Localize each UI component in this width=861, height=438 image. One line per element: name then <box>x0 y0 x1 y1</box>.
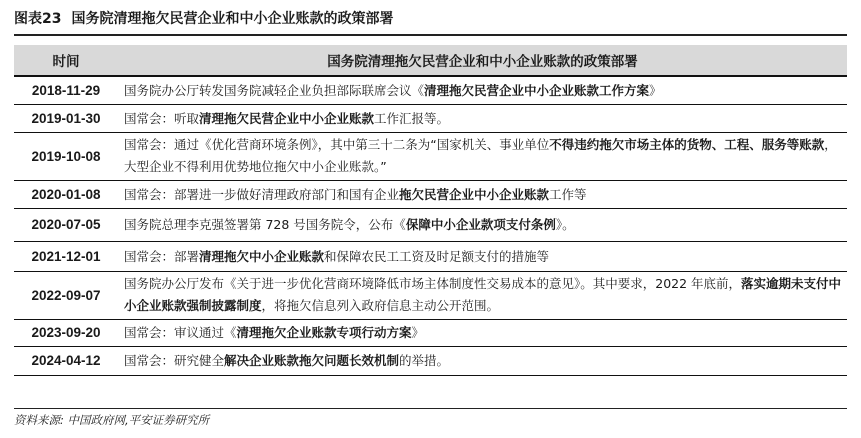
body-text: 》 <box>649 82 662 98</box>
row-date: 2022-09-07 <box>14 271 118 319</box>
row-content <box>118 319 847 346</box>
emphasis-text: 拖欠民营企业中小企业账款 <box>399 186 550 202</box>
row-date: 2020-01-08 <box>14 180 118 208</box>
body-text: 》 <box>411 325 425 340</box>
figure-number: 图表23 <box>14 11 62 27</box>
emphasis-text: 清理拖欠民营企业中小企业账款工作方案 <box>424 82 650 98</box>
policy-table <box>14 45 847 376</box>
emphasis-text: 清理拖欠企业账款专项行动方案 <box>236 325 412 340</box>
row-date: 2019-01-30 <box>14 104 118 132</box>
table-row <box>14 104 847 132</box>
table-header-row <box>14 45 847 76</box>
body-text: ，大型企业不得利用优势地位拖欠中小企业账款。” <box>124 137 837 174</box>
row-date: 2023-09-20 <box>14 319 118 346</box>
body-text: 国常会：审议通过《 <box>124 325 237 340</box>
emphasis-text: 清理拖欠民营企业中小企业账款 <box>199 110 375 126</box>
body-text: 和保障农民工工资及时足额支付的措施等 <box>324 248 550 264</box>
body-text: 国常会：研究健全 <box>124 353 225 368</box>
table-row <box>14 271 847 319</box>
row-content <box>118 180 847 208</box>
table-row <box>14 132 847 180</box>
table-row <box>14 319 847 346</box>
table-row <box>14 241 847 271</box>
row-content <box>118 104 847 132</box>
table-row <box>14 208 847 241</box>
row-content <box>118 346 847 375</box>
body-text: 》。 <box>555 217 575 232</box>
row-date: 2024-04-12 <box>14 346 118 375</box>
row-date: 2021-12-01 <box>14 241 118 271</box>
row-content <box>118 132 847 180</box>
row-date: 2020-07-05 <box>14 208 118 241</box>
emphasis-text: 落实逾期未支付中小企业账款强制披露制度 <box>124 276 842 313</box>
row-content <box>118 76 847 104</box>
body-text: 国务院办公厅转发国务院减轻企业负担部际联席会议《 <box>124 82 425 98</box>
row-content <box>118 208 847 241</box>
row-date: 2019-10-08 <box>14 132 118 180</box>
source-note: 资料来源: 中国政府网,平安证券研究所 <box>14 408 847 431</box>
body-text: 国务院办公厅发布《关于进一步优化营商环境降低市场主体制度性交易成本的意见》。其中要求，2022 年底前， <box>124 276 742 291</box>
row-content <box>118 241 847 271</box>
body-text: 工作等 <box>549 186 587 202</box>
figure-title-text: 国务院清理拖欠民营企业和中小企业账款的政策部署 <box>71 11 394 27</box>
emphasis-text: 不得违约拖欠市场主体的货物、工程、服务等账款 <box>549 137 825 152</box>
body-text: 国常会：通过《优化营商环境条例》，其中第三十二条为“国家机关、事业单位 <box>124 137 550 152</box>
row-date: 2018-11-29 <box>14 76 118 104</box>
figure-title <box>14 4 847 36</box>
body-text: ，将拖欠信息列入政府信息主动公开范围。 <box>261 298 500 313</box>
header-policy: 国务院清理拖欠民营企业和中小企业账款的政策部署 <box>118 45 847 76</box>
body-text: 国常会：部署进一步做好清理政府部门和国有企业 <box>124 186 400 202</box>
table-row <box>14 346 847 375</box>
row-content <box>118 271 847 319</box>
table-row <box>14 76 847 104</box>
header-date: 时间 <box>14 45 118 76</box>
emphasis-text: 解决企业账款拖欠问题长效机制 <box>224 353 400 368</box>
body-text: 国常会：部署 <box>124 248 200 264</box>
table-row <box>14 180 847 208</box>
body-text: 国务院总理李克强签署第 728 号国务院令，公布《 <box>124 217 406 232</box>
emphasis-text: 清理拖欠中小企业账款 <box>199 248 325 264</box>
body-text: 国常会：听取 <box>124 110 200 126</box>
body-text: 工作汇报等。 <box>374 110 450 126</box>
emphasis-text: 保障中小企业款项支付条例 <box>405 217 556 232</box>
body-text: 的举措。 <box>399 353 450 368</box>
